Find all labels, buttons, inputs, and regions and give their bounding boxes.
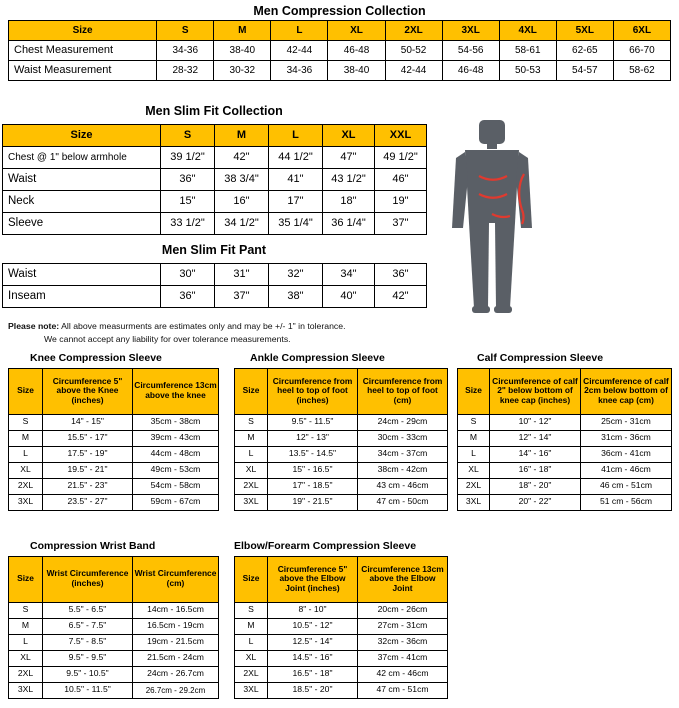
col-header: Wrist Circumference (inches) — [43, 556, 133, 602]
cell: 16" — [215, 191, 269, 213]
body-figure — [432, 118, 552, 318]
col-header: Wrist Circumference (cm) — [133, 556, 219, 602]
cell: 35 1/4" — [269, 213, 323, 235]
table-row — [235, 414, 448, 430]
col-header: M — [214, 21, 271, 41]
compression-wrist-band-table — [8, 556, 219, 699]
cell: 37cm - 41cm — [358, 650, 448, 666]
cell: L — [458, 446, 490, 462]
table-row — [3, 213, 427, 235]
col-header: Size — [9, 556, 43, 602]
table-row — [9, 682, 219, 698]
cell: 19.5" - 21" — [43, 462, 133, 478]
table-row — [9, 446, 219, 462]
col-header: L — [271, 21, 328, 41]
table-row — [3, 169, 427, 191]
cell: 27cm - 31cm — [358, 618, 448, 634]
cell: 47 cm - 50cm — [358, 494, 448, 510]
cell: 21.5cm - 24cm — [133, 650, 219, 666]
col-header: Size — [9, 368, 43, 414]
cell: 43 1/2" — [323, 169, 375, 191]
table-row — [235, 650, 448, 666]
table-row — [3, 264, 427, 286]
table-row — [3, 125, 427, 147]
cell: 9.5" - 11.5" — [268, 414, 358, 430]
cell: 28-32 — [157, 61, 214, 81]
cell: 18" - 20" — [490, 478, 581, 494]
table-row — [3, 286, 427, 308]
cell: 38-40 — [214, 41, 271, 61]
cell: 42" — [375, 286, 427, 308]
cell: 59cm - 67cm — [133, 494, 219, 510]
col-header: 4XL — [499, 21, 556, 41]
cell: XL — [235, 650, 268, 666]
knee-compression-sleeve-section — [8, 352, 218, 511]
col-header: 2XL — [385, 21, 442, 41]
cell: 38-40 — [328, 61, 385, 81]
cell: L — [235, 634, 268, 650]
col-header: Circumference 13cm above the Elbow Joint — [358, 556, 448, 602]
table-row — [9, 602, 219, 618]
row-label: Chest @ 1" below armhole — [3, 147, 161, 169]
cell: XL — [235, 462, 268, 478]
table-row — [9, 556, 219, 602]
ankle-compression-sleeve-title: Ankle Compression Sleeve — [250, 352, 385, 364]
cell: 2XL — [235, 666, 268, 682]
col-header: Size — [458, 368, 490, 414]
cell: S — [458, 414, 490, 430]
cell: 38" — [269, 286, 323, 308]
table-row — [458, 430, 672, 446]
cell: 16.5" - 18" — [268, 666, 358, 682]
table-row — [9, 61, 671, 81]
cell: 19" — [375, 191, 427, 213]
cell: 54-57 — [556, 61, 613, 81]
men-slim-fit-collection-table — [2, 124, 427, 235]
col-header: 6XL — [613, 21, 670, 41]
cell: 26.7cm - 29.2cm — [133, 682, 219, 698]
table-row — [9, 634, 219, 650]
cell: 10" - 12" — [490, 414, 581, 430]
cell: L — [9, 446, 43, 462]
table-row — [235, 602, 448, 618]
cell: 2XL — [9, 478, 43, 494]
cell: 3XL — [235, 682, 268, 698]
table-row — [9, 666, 219, 682]
mannequin-icon — [432, 118, 552, 318]
table-row — [235, 634, 448, 650]
cell: 36" — [161, 286, 215, 308]
cell: 20" - 22" — [490, 494, 581, 510]
table-row — [9, 618, 219, 634]
table-row — [9, 462, 219, 478]
men-slim-fit-pant-section — [2, 263, 426, 308]
cell: 46-48 — [442, 61, 499, 81]
col-header: Circumference 5" above the Knee (inches) — [43, 368, 133, 414]
men-compression-collection-title: Men Compression Collection — [253, 4, 426, 18]
cell: 42" — [215, 147, 269, 169]
col-header: Circumference of calf 2cm below bottom of knee cap (cm) — [581, 368, 672, 414]
cell: 41" — [269, 169, 323, 191]
row-label: Waist Measurement — [9, 61, 157, 81]
cell: 6.5" - 7.5" — [43, 618, 133, 634]
cell: 33 1/2" — [161, 213, 215, 235]
cell: 2XL — [9, 666, 43, 682]
cell: 32" — [269, 264, 323, 286]
note-line-2: We cannot accept any liability for over tolerance measurements. — [44, 333, 291, 344]
cell: 44 1/2" — [269, 147, 323, 169]
table-row — [458, 368, 672, 414]
cell: 49 1/2" — [375, 147, 427, 169]
cell: 44cm - 48cm — [133, 446, 219, 462]
cell: 54cm - 58cm — [133, 478, 219, 494]
table-row — [458, 494, 672, 510]
cell: 58-61 — [499, 41, 556, 61]
cell: 42 cm - 46cm — [358, 666, 448, 682]
table-row — [235, 618, 448, 634]
col-header: XL — [328, 21, 385, 41]
cell: 34" — [323, 264, 375, 286]
cell: 30cm - 33cm — [358, 430, 448, 446]
cell: M — [9, 430, 43, 446]
cell: 24cm - 26.7cm — [133, 666, 219, 682]
elbow-forearm-compression-sleeve-table — [234, 556, 448, 699]
cell: 14" - 16" — [490, 446, 581, 462]
cell: 40" — [323, 286, 375, 308]
ankle-compression-sleeve-section — [234, 352, 447, 511]
cell: L — [235, 446, 268, 462]
cell: 58-62 — [613, 61, 670, 81]
cell: 41cm - 46cm — [581, 462, 672, 478]
cell: 36cm - 41cm — [581, 446, 672, 462]
cell: 31" — [215, 264, 269, 286]
cell: 32cm - 36cm — [358, 634, 448, 650]
cell: M — [458, 430, 490, 446]
men-slim-fit-collection-section — [2, 124, 426, 235]
cell: 10.5" - 12" — [268, 618, 358, 634]
cell: 12" - 13" — [268, 430, 358, 446]
cell: 15" — [161, 191, 215, 213]
men-slim-fit-pant-table — [2, 263, 427, 308]
cell: 36" — [375, 264, 427, 286]
cell: 12.5" - 14" — [268, 634, 358, 650]
cell: XL — [9, 650, 43, 666]
cell: 46-48 — [328, 41, 385, 61]
cell: 39 1/2" — [161, 147, 215, 169]
cell: 19" - 21.5" — [268, 494, 358, 510]
cell: 38 3/4" — [215, 169, 269, 191]
cell: XL — [9, 462, 43, 478]
table-row — [9, 650, 219, 666]
cell: S — [235, 414, 268, 430]
calf-compression-sleeve-title: Calf Compression Sleeve — [477, 352, 604, 364]
cell: S — [9, 414, 43, 430]
col-header: Circumference from heel to top of foot (inches) — [268, 368, 358, 414]
calf-compression-sleeve-section — [457, 352, 671, 511]
calf-compression-sleeve-table — [457, 368, 672, 511]
knee-compression-sleeve-table — [8, 368, 219, 511]
table-row — [9, 494, 219, 510]
cell: M — [235, 430, 268, 446]
cell: 18" — [323, 191, 375, 213]
cell: 18.5" - 20" — [268, 682, 358, 698]
cell: 14.5" - 16" — [268, 650, 358, 666]
cell: 16" - 18" — [490, 462, 581, 478]
cell: 3XL — [458, 494, 490, 510]
row-label: Waist — [3, 264, 161, 286]
compression-wrist-band-section — [8, 540, 218, 699]
col-header: L — [269, 125, 323, 147]
cell: 31cm - 36cm — [581, 430, 672, 446]
cell: XL — [458, 462, 490, 478]
cell: 47" — [323, 147, 375, 169]
cell: 2XL — [458, 478, 490, 494]
col-header: Size — [235, 556, 268, 602]
cell: 17" - 18.5" — [268, 478, 358, 494]
table-row — [9, 414, 219, 430]
col-header: S — [157, 21, 214, 41]
cell: 37" — [215, 286, 269, 308]
cell: 14cm - 16.5cm — [133, 602, 219, 618]
cell: 50-53 — [499, 61, 556, 81]
cell: 2XL — [235, 478, 268, 494]
table-row — [3, 147, 427, 169]
col-header: XXL — [375, 125, 427, 147]
cell: 8" - 10" — [268, 602, 358, 618]
cell: 39cm - 43cm — [133, 430, 219, 446]
cell: 30-32 — [214, 61, 271, 81]
cell: 9.5" - 9.5" — [43, 650, 133, 666]
cell: 50-52 — [385, 41, 442, 61]
row-label: Inseam — [3, 286, 161, 308]
col-header: Circumference from heel to top of foot (cm) — [358, 368, 448, 414]
disclaimer-note — [8, 320, 428, 345]
cell: 14" - 15" — [43, 414, 133, 430]
table-row — [235, 446, 448, 462]
table-row — [9, 478, 219, 494]
table-row — [235, 368, 448, 414]
col-header: Circumference 5" above the Elbow Joint (inches) — [268, 556, 358, 602]
table-row — [235, 478, 448, 494]
table-row — [235, 462, 448, 478]
ankle-compression-sleeve-table — [234, 368, 448, 511]
cell: 17.5" - 19" — [43, 446, 133, 462]
cell: 16.5cm - 19cm — [133, 618, 219, 634]
cell: 5.5" - 6.5" — [43, 602, 133, 618]
cell: S — [9, 602, 43, 618]
cell: 10.5" - 11.5" — [43, 682, 133, 698]
cell: 38cm - 42cm — [358, 462, 448, 478]
elbow-forearm-compression-sleeve-section — [234, 540, 447, 699]
col-header: S — [161, 125, 215, 147]
cell: 54-56 — [442, 41, 499, 61]
table-row — [235, 556, 448, 602]
note-line-1: All above measurments are estimates only and may be +/- 1" in tolerance. — [59, 321, 346, 331]
table-row — [9, 21, 671, 41]
cell: 34 1/2" — [215, 213, 269, 235]
table-row — [9, 41, 671, 61]
table-row — [9, 368, 219, 414]
cell: 49cm - 53cm — [133, 462, 219, 478]
table-row — [235, 494, 448, 510]
knee-compression-sleeve-title: Knee Compression Sleeve — [30, 352, 162, 364]
cell: 42-44 — [385, 61, 442, 81]
cell: 20cm - 26cm — [358, 602, 448, 618]
table-row — [235, 430, 448, 446]
cell: 36 1/4" — [323, 213, 375, 235]
cell: 34-36 — [157, 41, 214, 61]
col-header: Circumference of calf 2" below bottom of knee cap (inches) — [490, 368, 581, 414]
cell: 34-36 — [271, 61, 328, 81]
table-row — [458, 446, 672, 462]
table-row — [458, 462, 672, 478]
row-label: Chest Measurement — [9, 41, 157, 61]
col-header: Circumference 13cm above the knee — [133, 368, 219, 414]
cell: 36" — [161, 169, 215, 191]
row-label: Sleeve — [3, 213, 161, 235]
col-header: XL — [323, 125, 375, 147]
elbow-forearm-compression-sleeve-title: Elbow/Forearm Compression Sleeve — [234, 540, 417, 552]
cell: 21.5" - 23" — [43, 478, 133, 494]
table-row — [235, 666, 448, 682]
cell: 37" — [375, 213, 427, 235]
cell: 23.5" - 27" — [43, 494, 133, 510]
cell: 62-65 — [556, 41, 613, 61]
cell: 17" — [269, 191, 323, 213]
men-compression-collection-table — [8, 20, 671, 81]
compression-wrist-band-title: Compression Wrist Band — [30, 540, 156, 552]
cell: M — [235, 618, 268, 634]
men-slim-fit-collection-title: Men Slim Fit Collection — [145, 104, 283, 118]
table-row — [458, 414, 672, 430]
cell: 25cm - 31cm — [581, 414, 672, 430]
cell: 66-70 — [613, 41, 670, 61]
cell: 3XL — [235, 494, 268, 510]
cell: 7.5" - 8.5" — [43, 634, 133, 650]
cell: 9.5" - 10.5" — [43, 666, 133, 682]
cell: 15.5" - 17" — [43, 430, 133, 446]
row-label: Waist — [3, 169, 161, 191]
cell: 12" - 14" — [490, 430, 581, 446]
cell: 47 cm - 51cm — [358, 682, 448, 698]
cell: 42-44 — [271, 41, 328, 61]
col-header: M — [215, 125, 269, 147]
cell: 19cm - 21.5cm — [133, 634, 219, 650]
table-row — [458, 478, 672, 494]
cell: 24cm - 29cm — [358, 414, 448, 430]
cell: 13.5" - 14.5" — [268, 446, 358, 462]
col-header: 5XL — [556, 21, 613, 41]
cell: 46" — [375, 169, 427, 191]
cell: M — [9, 618, 43, 634]
cell: 30" — [161, 264, 215, 286]
table-row — [235, 682, 448, 698]
cell: 46 cm - 51cm — [581, 478, 672, 494]
row-label: Neck — [3, 191, 161, 213]
cell: S — [235, 602, 268, 618]
cell: 3XL — [9, 494, 43, 510]
col-header: Size — [235, 368, 268, 414]
note-label: Please note: — [8, 321, 60, 331]
col-header: 3XL — [442, 21, 499, 41]
table-row — [9, 430, 219, 446]
men-slim-fit-pant-title: Men Slim Fit Pant — [161, 243, 267, 257]
cell: 15" - 16.5" — [268, 462, 358, 478]
cell: L — [9, 634, 43, 650]
cell: 35cm - 38cm — [133, 414, 219, 430]
cell: 3XL — [9, 682, 43, 698]
col-header: Size — [9, 21, 157, 41]
cell: 43 cm - 46cm — [358, 478, 448, 494]
cell: 51 cm - 56cm — [581, 494, 672, 510]
cell: 34cm - 37cm — [358, 446, 448, 462]
table-row — [3, 191, 427, 213]
col-header: Size — [3, 125, 161, 147]
